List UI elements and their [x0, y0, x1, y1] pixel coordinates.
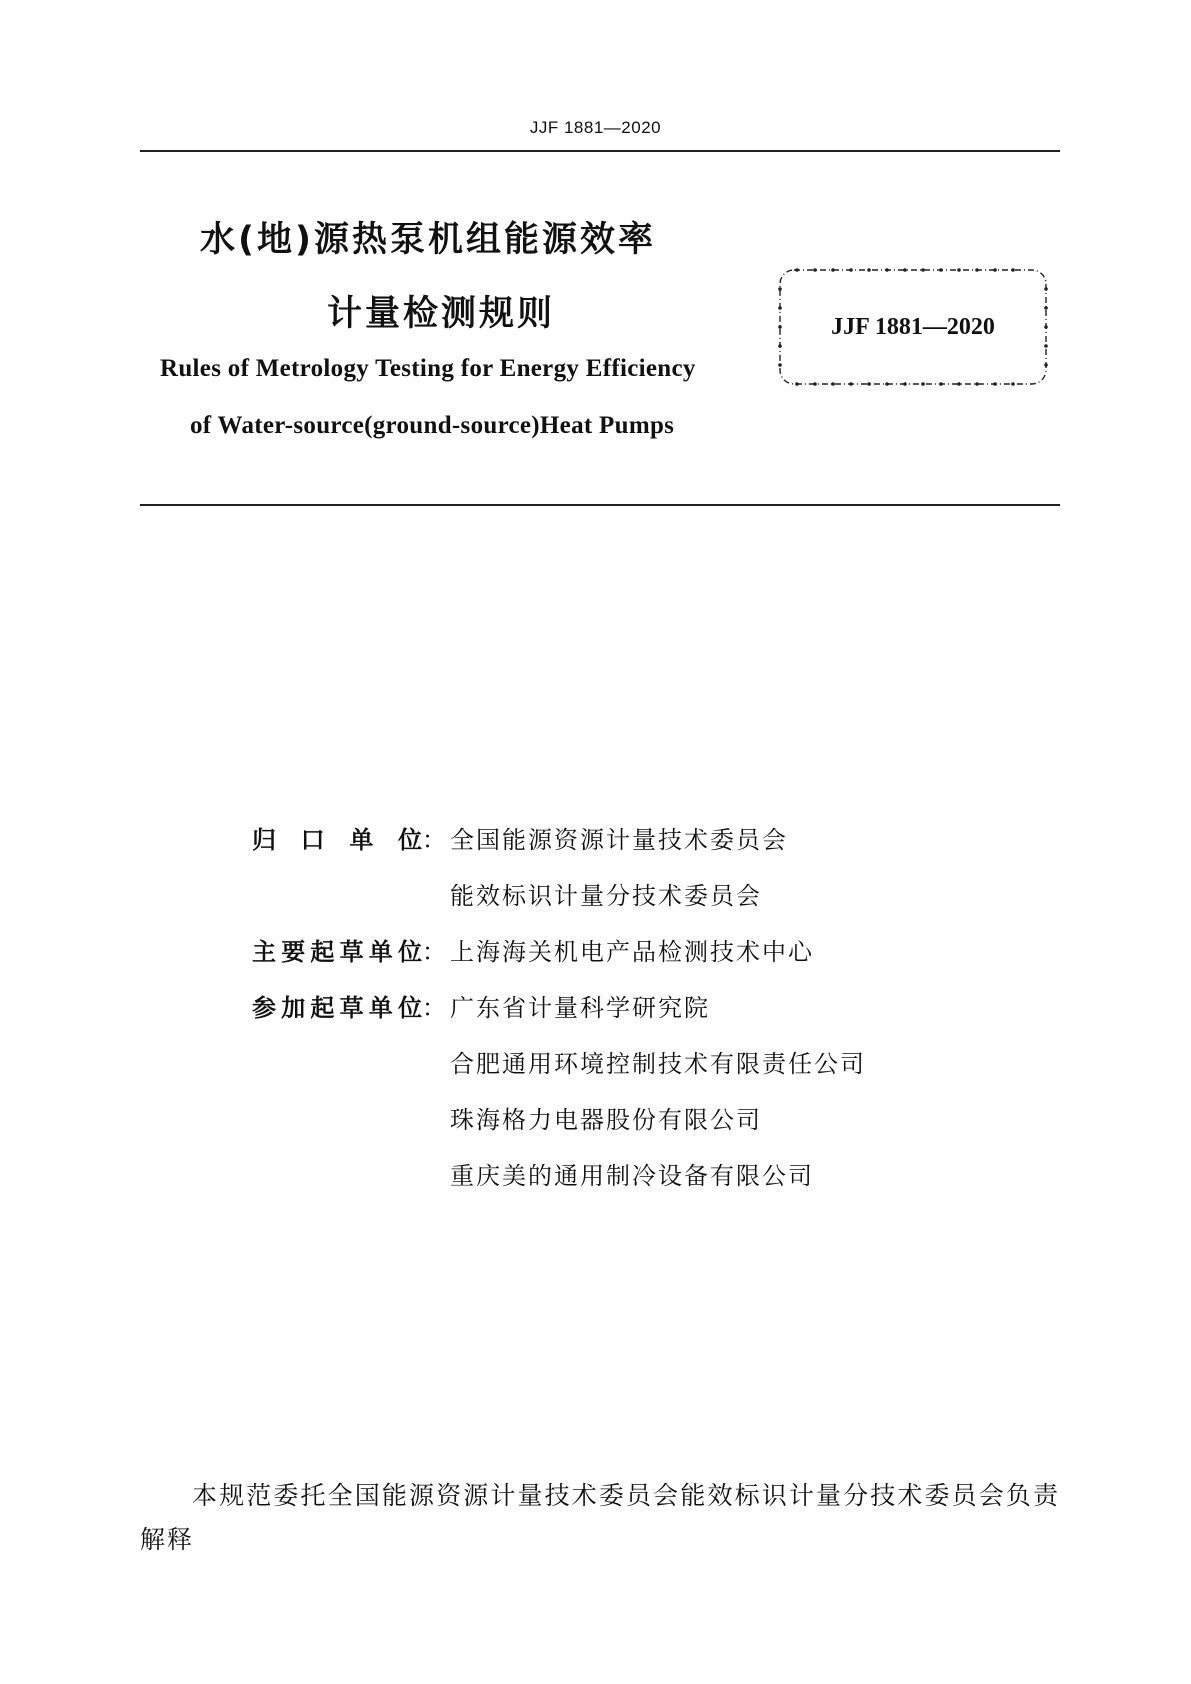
participating-label-char: 加: [281, 994, 306, 1022]
chinese-title-line-2: 计量检测规则: [327, 294, 556, 334]
participating-drafter-value-1: 广东省计量科学研究院: [450, 994, 710, 1022]
chinese-title-line-1: 水(地)源热泵机组能源效率: [200, 220, 656, 260]
standard-code-text: JJF 1881—2020: [831, 313, 995, 340]
english-title-line-2: of Water-source(ground-source)Heat Pumps: [190, 412, 675, 439]
responsible-unit-label: [252, 820, 422, 855]
header-document-code: JJF 1881—2020: [529, 118, 662, 137]
main-drafter-label-char: 位: [397, 938, 422, 966]
participating-label-char: 单: [368, 994, 393, 1022]
participating-drafter-colon: ：: [422, 994, 446, 1022]
participating-drafter-label: [252, 988, 422, 1023]
main-drafter-label-char: 单: [368, 938, 393, 966]
responsible-label-char: 口: [300, 826, 325, 854]
main-drafter-label-char: 草: [339, 938, 364, 966]
main-drafter-label-char: 起: [310, 938, 335, 966]
responsible-label-char: 单: [349, 826, 374, 854]
main-drafter-label-char: 要: [281, 938, 306, 966]
english-title-line-1: Rules of Metrology Testing for Energy Efficiency: [160, 355, 696, 382]
top-divider: [140, 150, 1060, 152]
main-drafter-label-char: 主: [252, 938, 276, 966]
responsible-unit-colon: ：: [422, 826, 446, 854]
responsible-label-char: 位: [397, 826, 422, 854]
main-drafter-value-1: 上海海关机电产品检测技术中心: [450, 938, 814, 966]
participating-label-char: 参: [252, 994, 276, 1022]
responsible-unit-value-2: 能效标识计量分技术委员会: [450, 882, 762, 910]
main-drafter-colon: ：: [422, 938, 446, 966]
main-drafter-label: [252, 932, 422, 967]
responsible-label-char: 归: [252, 826, 276, 854]
interpretation-note: 本规范委托全国能源资源计量技术委员会能效标识计量分技术委员会负责解释: [140, 1481, 1060, 1554]
participating-drafter-value-2: 合肥通用环境控制技术有限责任公司: [450, 1050, 866, 1078]
participating-label-char: 草: [339, 994, 364, 1022]
participating-label-char: 位: [397, 994, 422, 1022]
bottom-divider: [140, 504, 1060, 506]
participating-label-char: 起: [310, 994, 335, 1022]
responsible-unit-value-1: 全国能源资源计量技术委员会: [450, 826, 788, 854]
participating-drafter-value-3: 珠海格力电器股份有限公司: [450, 1106, 762, 1134]
standard-code-box: [777, 267, 1049, 387]
participating-drafter-value-4: 重庆美的通用制冷设备有限公司: [450, 1162, 814, 1190]
